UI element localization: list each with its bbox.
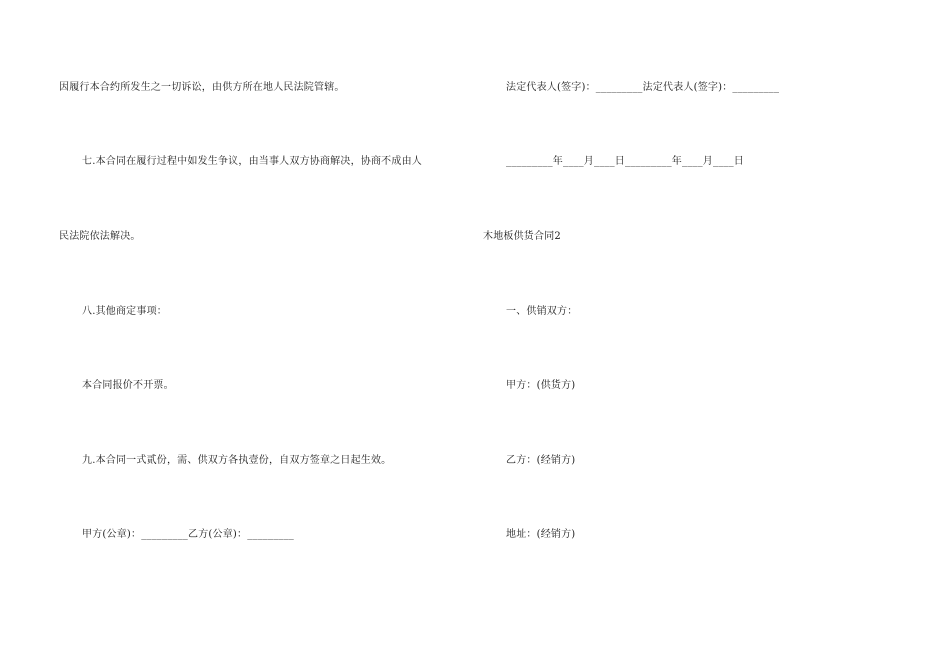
clause-8-heading: 八.其他商定事项：: [82, 306, 167, 317]
section-1-heading: 一、供销双方：: [506, 306, 578, 317]
party-b-line: 乙方：(经销方): [506, 455, 576, 466]
litigation-jurisdiction-text: 因履行本合约所发生之一切诉讼，由供方所在地人民法院管辖。: [59, 82, 345, 93]
clause-8-content: 本合同报价不开票。: [82, 380, 174, 391]
clause-7-dispute-text: 七.本合同在履行过程中如发生争议，由当事人双方协商解决，协商不成由人: [82, 156, 422, 167]
party-seal-line: 甲方(公章)：_________乙方(公章)：_________: [82, 529, 295, 540]
address-line: 地址：(经销方): [506, 529, 576, 540]
party-a-line: 甲方：(供货方): [506, 380, 576, 391]
clause-7-continuation-text: 民法院依法解决。: [59, 231, 141, 242]
clause-9-text: 九.本合同一式贰份，需、供双方各执壹份，自双方签章之日起生效。: [82, 455, 392, 466]
contract-title: 木地板供货合同2: [483, 231, 561, 242]
signing-date-line: _________年____月____日_________年____月____日: [506, 156, 744, 167]
legal-rep-signature-line: 法定代表人(签字)：_________法定代表人(签字)：_________: [506, 82, 780, 93]
